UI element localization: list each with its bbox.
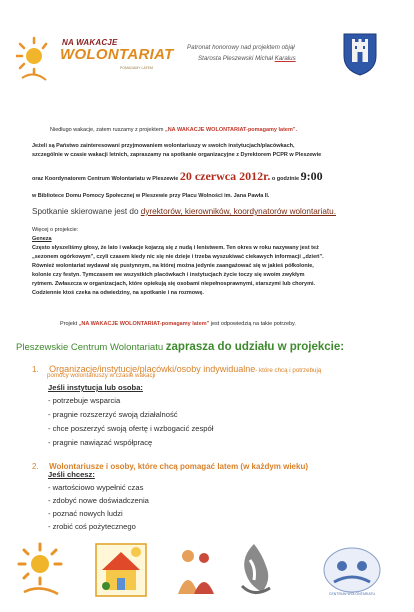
invite-bold: zaprasza do udziału w projekcie: [165,341,345,353]
coat-of-arms-icon [340,32,380,76]
logo-line1: NA WAKACJE [62,38,118,47]
invite-text: Pleszewskie Centrum Wolontariatu [16,342,166,353]
section1-tail: - które chcą i potrzebują [255,367,322,374]
section1-main: Organizacje/instytucje/placówki/osoby indywidualne [49,364,256,374]
logo-line3: POMAGAMY LATEM [120,66,153,70]
about-line: kolonie czy festyn. Tymczasem we wszystkich placówkach i instytucjach życie toczy się swoim zwykłym [32,272,305,278]
list-item: - wartościowo wypełnić czas [48,483,144,492]
section2-number: 2. [32,462,39,471]
about-line: Często słyszeliśmy głosy, że lato i wakacje kojarzą się z nudą i lenistwem. Ten okres w roku nazywany jest też [32,245,319,251]
intro-text: Niedługo wakacje, zatem ruszamy z projektem [50,127,165,133]
about-line: Codziennie ktoś czeka na odwiedziny, na spotkanie i na rozmowę. [32,290,204,296]
section2-heading: Jeśli chcesz: [48,470,95,479]
meeting-line [32,167,323,185]
list-item: - pragnie nawiązać współpracę [48,438,153,447]
patron-text: Starosta Pleszewski Michał [198,55,275,62]
about-last-text: Projekt [60,321,79,327]
sun-logo-footer [16,540,68,600]
about-line: „sezonem ogórkowym", czyli czasem kiedy nic się nie dzieje i trzeba wyszukiwać ciekawych informacji ,,dzień". [32,254,324,260]
intro-line2: Jeżeli są Państwo zainteresowani przyjmowaniem wolontariuszy w swoich instytucjach/placówkach, [32,143,295,149]
patron-name: Karalus [274,55,296,62]
audience-list: dyrektorów, kierowników, koordynatorów wolontariatu. [140,207,337,216]
list-item: - potrzebuje wsparcia [48,396,121,405]
project-name: „NA WAKACJE WOLONTARIAT-pomagamy latem" [78,321,210,327]
about-last-post: jest odpowiedzią na takie potrzeby. [209,321,296,327]
about-last-line [60,320,296,329]
about-heading: Więcej o projekcie: [32,227,79,233]
meeting-text: oraz Koordynatorem Centrum Wolontariatu w Pleszewie [32,176,180,182]
logo-line2: WOLONTARIAT [60,46,174,63]
section1-number: 1. [32,365,39,374]
section1-heading: Jeśli instytucja lub osoba: [48,383,143,392]
volunteer-center-logo [320,540,384,600]
volunteer-center-icon [320,540,384,600]
patron-line2 [198,55,296,62]
meeting-mid: o godzinie [270,176,301,182]
meeting-time: 9:00 [300,169,323,183]
section2-list [48,483,149,535]
hands-logo [232,540,276,600]
audience-text: Spotkanie skierowane jest do [32,207,141,216]
invite-title [16,341,344,353]
volunteer-center-text: CENTRUM WOLONTARIATU [328,592,376,596]
intro-line1 [50,126,297,135]
about-paragraph [32,244,402,298]
intro-line3: szczególnie w czasie wakacji letnich, zapraszamy na spotkanie organizacyjne z Dyrektorem PCPR w Pleszewie [32,152,322,158]
list-item: - pragnie rozszerzyć swoją działalność [48,410,178,419]
list-item: - zdobyć nowe doświadczenia [48,496,149,505]
geneza-heading: Geneza [32,236,52,242]
list-item: - poznać nowych ludzi [48,509,123,518]
intro-line5: w Bibliotece Domu Pomocy Społecznej w Pleszewie przy Placu Wolności im. Jana Pawła II. [32,193,270,199]
project-name: „NA WAKACJE WOLONTARIAT-pomagamy latem". [164,127,298,133]
about-line: rytmem. Zwłaszcza w organizacjach, które opiekują się osobami niepełnosprawnymi, starszymi lub chorymi. [32,281,316,287]
audience-line [32,207,336,216]
people-logo [172,540,220,600]
sun-logo [16,30,64,90]
list-item: - zrobić coś pożytecznego [48,522,136,531]
patron-line1: Patronat honorowy nad projektem objął [187,44,295,51]
section1-list [48,396,213,452]
meeting-date: 20 czerwca 2012r. [179,169,271,183]
house-logo [92,540,150,600]
section2-main: Wolontariusze i osoby, które chcą pomagać latem (w każdym wieku) [49,462,309,471]
list-item: - chce poszerzyć swoją ofertę i wzbogacić zespół [48,424,214,433]
about-line: Również wolontariat wydawał się pustynnym, na której można jedynie zaangażować się w jakieś półkolonie, [32,263,314,269]
section1-cont: pomocy wolontariuszy w czasie wakacji [47,372,156,379]
